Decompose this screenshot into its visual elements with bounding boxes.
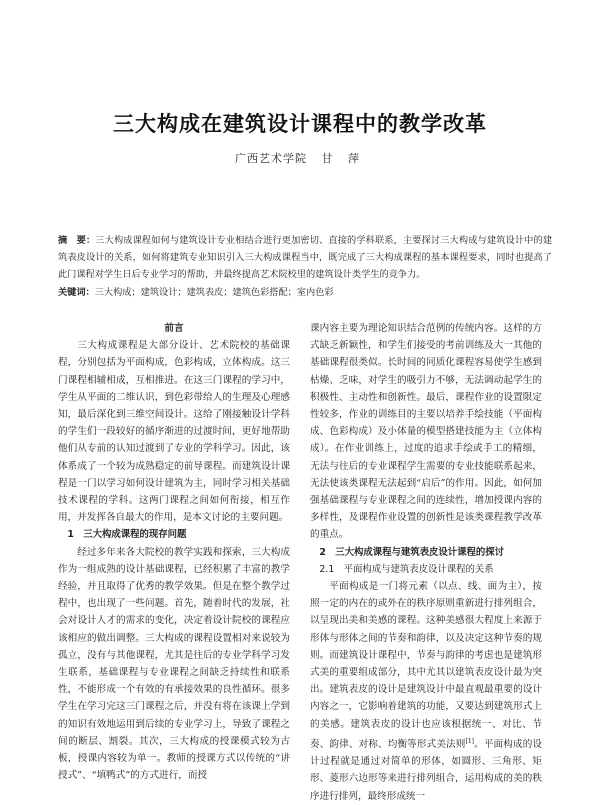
citation-1: [1] [465, 737, 474, 745]
abstract-label: 摘 要： [58, 235, 96, 246]
keywords-text: 三大构成；建筑设计；建筑表皮；建筑色彩搭配；室内色彩 [94, 287, 334, 298]
section1-paragraph: 经过多年来各大院校的教学实践和探索，三大构成作为一组成熟的设计基础课程，已经积累了丰富的教学经验，并且取得了优秀的教学效果。但是在整个教学过程中，也出现了一些问题。首先，随着时代的发展，社会对设计人才的需求的变化，决定着设计院校的课程应该相应的做出调整。三大构成的课程设置相对来说较为孤立，没有与其他课程，尤其是往后的专业学科学习发生联系，基础课程与专业课程之间缺乏持续性和联系性，不能形成一个有效的有承接效果的良性循环。很多学生在学习完这三门课程之后，并没有将在该课上学到的知识有效地运用到后续的专业学习上，导致了课程之间的断层、割裂。其次，三大构成的授课模式较为古板，授课内容较为单一。教师的授课方式以传统的“讲授式”、“填鸭式”的方式进行，而授 [58, 546, 290, 782]
right-column [310, 320, 543, 802]
section2-1-text-b: 。平面构成的设计过程就是通过对简单的形体，如圆形、三角形、矩形、菱形六边形等来进行排列组合，运用构成的美的秩序进行排列，最终形成统一 [310, 739, 543, 802]
author-name: 甘 萍 [321, 152, 365, 165]
continued-paragraph: 课内容主要为理论知识结合范例的传统内容。这样的方式缺乏新颖性，和学生们接受的考前训练及大一其他的基础课程很类似。长时间的同质化课程容易使学生感到枯燥、乏味，对学生的吸引力不够，无法调动起学生的积极性、主动性和创新性。最后，课程作业的设置限定性较多，作业的训练目的主要以培养手绘技能（平面构成、色彩构成）及小体量的模型搭建技能为主（立体构成）。在作业训练上，过度的追求手绘或手工的精细，无法与往后的专业课程学生需要的专业技能联系起来，无法使该类课程无法起到“启后”的作用。因此，如何加强基础课程与专业课程之间的连续性，增加授课内容的多样性，及课程作业设置的创新性是该类课程教学改革的重点。 [310, 323, 542, 541]
intro-heading: 前言 [164, 323, 184, 334]
section2-1-heading: 2.1 平面构成与建筑表皮设计课程的关系 [319, 563, 494, 575]
keywords-label: 关键词： [58, 287, 95, 298]
abstract [58, 232, 552, 283]
section2-heading: 2 三大构成课程与建筑表皮设计课程的探讨 [319, 546, 505, 558]
section2-1-paragraph [310, 578, 542, 805]
paper-title: 三大构成在建筑设计课程中的教学改革 [113, 112, 487, 136]
intro-paragraph: 三大构成课程是大部分设计、艺术院校的基础课程，分别包括为平面构成，色彩构成，立体构成。这三门课程相辅相成，互相推进。在这三门课程的学习中，学生从平面的二维认识，到色彩带给人的生理及心理感知，最后深化到三维空间设计。这给了刚接触设计学科的学生们一段较好的循序渐进的过渡时间，更好地帮助他们从专前的认知过渡到了专业的学科学习。因此，该体系成了一个较为成熟稳定的前导课程。而建筑设计课程是一门以学习如何设计建筑为主，同时学习相关基础技术课程的学科。这两门课程之间如何衔接，相互作用，并发挥各自最大的作用，是本文讨论的主要问题。 [58, 340, 290, 524]
section1-heading: 1 三大构成课程的现存问题 [67, 529, 187, 541]
keywords [58, 284, 552, 301]
left-column [58, 320, 290, 782]
author-affiliation: 广西艺术学院 [235, 152, 307, 165]
section2-1-text-a: 平面构成是一门将元素（以点、线、面为主），按照一定的内在的或外在的秩序原则重新进行排列组合，以呈现出美和美感的课程。这种美感很大程度上来源于形体与形体之间的节奏和韵律，以及决定这种节奏的规则。而建筑设计课程中，节奏与韵律的考虑也是建筑形式美的重要组成部分，其中尤其以建筑表皮设计最为突出。建筑表皮的设计是建筑设计中最直观最重要的设计内容之一，它影响着建筑的功能，又要达到建筑形式上的美感。建筑表皮的设计也应该根据统一、对比、节奏、韵律、对称、均衡等形式美法则 [310, 581, 542, 751]
author-line [0, 150, 600, 166]
abstract-text: 三大构成课程如何与建筑设计专业相结合进行更加密切、直接的学科联系，主要探讨三大构成与建筑设计中的建筑表皮设计的关系，如何将建筑专业知识引入三大构成课程当中，既完成了三大构成课程的基本课程要求，同时也提高了此门课程对学生日后专业学习的帮助，并最终提高艺术院校里的建筑设计类学生的竞争力。 [58, 235, 553, 280]
